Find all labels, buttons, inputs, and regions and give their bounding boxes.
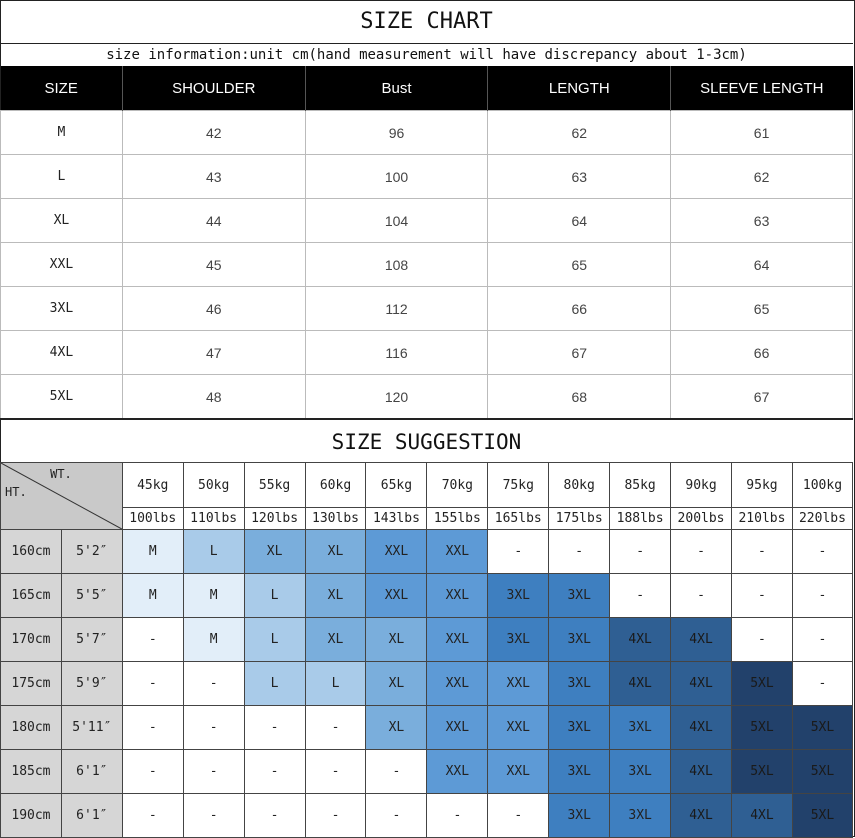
weight-kg-header: 80kg bbox=[549, 463, 610, 508]
cell-bust: 112 bbox=[305, 287, 488, 331]
suggested-size-cell: - bbox=[671, 530, 732, 574]
suggested-size-cell: 3XL bbox=[549, 750, 610, 794]
height-row bbox=[1, 530, 853, 574]
size-chart-row bbox=[1, 243, 853, 287]
weight-kg-header: 85kg bbox=[610, 463, 671, 508]
suggested-size-cell: XXL bbox=[488, 662, 549, 706]
height-cm-label: 190cm bbox=[1, 794, 62, 838]
weight-kg-header: 55kg bbox=[244, 463, 305, 508]
size-chart-row bbox=[1, 111, 853, 155]
suggested-size-cell: - bbox=[183, 706, 244, 750]
suggested-size-cell: 3XL bbox=[549, 794, 610, 838]
height-cm-label: 170cm bbox=[1, 618, 62, 662]
suggested-size-cell: XXL bbox=[366, 574, 427, 618]
suggested-size-cell: 3XL bbox=[610, 750, 671, 794]
suggested-size-cell: - bbox=[488, 794, 549, 838]
column-header-bust: Bust bbox=[305, 66, 488, 111]
suggested-size-cell: 3XL bbox=[610, 706, 671, 750]
cell-length: 67 bbox=[488, 331, 671, 375]
size-chart-title: SIZE CHART bbox=[0, 0, 853, 44]
cell-shoulder: 43 bbox=[122, 155, 305, 199]
weight-lbs-header: 188lbs bbox=[610, 508, 671, 530]
weight-kg-header: 65kg bbox=[366, 463, 427, 508]
cell-size: M bbox=[1, 111, 123, 155]
suggested-size-cell: 3XL bbox=[549, 662, 610, 706]
suggested-size-cell: - bbox=[732, 530, 793, 574]
suggested-size-cell: 4XL bbox=[732, 794, 793, 838]
suggested-size-cell: XL bbox=[305, 618, 366, 662]
suggested-size-cell: - bbox=[610, 530, 671, 574]
cell-sleeve-length: 64 bbox=[671, 243, 853, 287]
suggested-size-cell: - bbox=[366, 794, 427, 838]
cell-sleeve-length: 62 bbox=[671, 155, 853, 199]
cell-sleeve-length: 66 bbox=[671, 331, 853, 375]
column-header-sleeve-length: SLEEVE LENGTH bbox=[671, 66, 853, 111]
cell-sleeve-length: 61 bbox=[671, 111, 853, 155]
suggested-size-cell: - bbox=[122, 750, 183, 794]
suggested-size-cell: 5XL bbox=[732, 706, 793, 750]
suggested-size-cell: - bbox=[122, 662, 183, 706]
suggested-size-cell: - bbox=[122, 794, 183, 838]
weight-axis-label: WT. bbox=[50, 467, 72, 481]
suggested-size-cell: L bbox=[244, 574, 305, 618]
suggested-size-cell: - bbox=[244, 750, 305, 794]
size-chart-row bbox=[1, 331, 853, 375]
cell-shoulder: 44 bbox=[122, 199, 305, 243]
cell-length: 62 bbox=[488, 111, 671, 155]
cell-length: 64 bbox=[488, 199, 671, 243]
suggested-size-cell: - bbox=[488, 530, 549, 574]
suggested-size-cell: 3XL bbox=[488, 618, 549, 662]
weight-lbs-header: 100lbs bbox=[122, 508, 183, 530]
suggested-size-cell: 5XL bbox=[732, 662, 793, 706]
suggested-size-cell: M bbox=[122, 530, 183, 574]
suggested-size-cell: XL bbox=[366, 662, 427, 706]
height-ft-label: 5'11″ bbox=[61, 706, 122, 750]
weight-lbs-header: 143lbs bbox=[366, 508, 427, 530]
weight-kg-header: 100kg bbox=[792, 463, 852, 508]
height-ft-label: 5'5″ bbox=[61, 574, 122, 618]
suggested-size-cell: - bbox=[122, 618, 183, 662]
cell-shoulder: 48 bbox=[122, 375, 305, 419]
suggested-size-cell: - bbox=[366, 750, 427, 794]
suggested-size-cell: 5XL bbox=[792, 750, 852, 794]
weight-lbs-header: 110lbs bbox=[183, 508, 244, 530]
size-chart-table bbox=[0, 66, 853, 419]
suggested-size-cell: - bbox=[610, 574, 671, 618]
cell-size: XL bbox=[1, 199, 123, 243]
suggested-size-cell: - bbox=[305, 706, 366, 750]
suggested-size-cell: 3XL bbox=[488, 574, 549, 618]
suggested-size-cell: - bbox=[244, 794, 305, 838]
height-row bbox=[1, 706, 853, 750]
cell-size: 5XL bbox=[1, 375, 123, 419]
suggested-size-cell: - bbox=[244, 706, 305, 750]
cell-bust: 116 bbox=[305, 331, 488, 375]
column-header-size: SIZE bbox=[1, 66, 123, 111]
suggested-size-cell: - bbox=[792, 662, 852, 706]
suggested-size-cell: XXL bbox=[427, 574, 488, 618]
height-ft-label: 6'1″ bbox=[61, 750, 122, 794]
cell-length: 66 bbox=[488, 287, 671, 331]
suggested-size-cell: 5XL bbox=[792, 706, 852, 750]
suggested-size-cell: XXL bbox=[427, 618, 488, 662]
weight-kg-header: 95kg bbox=[732, 463, 793, 508]
cell-size: 3XL bbox=[1, 287, 123, 331]
weight-height-corner bbox=[1, 463, 123, 530]
suggested-size-cell: XXL bbox=[427, 750, 488, 794]
weight-kg-header: 50kg bbox=[183, 463, 244, 508]
suggested-size-cell: - bbox=[792, 618, 852, 662]
height-ft-label: 5'7″ bbox=[61, 618, 122, 662]
cell-bust: 104 bbox=[305, 199, 488, 243]
weight-lbs-header: 175lbs bbox=[549, 508, 610, 530]
cell-shoulder: 47 bbox=[122, 331, 305, 375]
suggested-size-cell: 3XL bbox=[610, 794, 671, 838]
suggested-size-cell: 4XL bbox=[610, 618, 671, 662]
cell-bust: 96 bbox=[305, 111, 488, 155]
suggested-size-cell: 3XL bbox=[549, 618, 610, 662]
suggested-size-cell: L bbox=[244, 618, 305, 662]
suggested-size-cell: - bbox=[671, 574, 732, 618]
weight-lbs-header: 200lbs bbox=[671, 508, 732, 530]
suggested-size-cell: 5XL bbox=[792, 794, 852, 838]
suggested-size-cell: XXL bbox=[488, 706, 549, 750]
height-cm-label: 185cm bbox=[1, 750, 62, 794]
weight-kg-row bbox=[1, 463, 853, 508]
weight-lbs-header: 210lbs bbox=[732, 508, 793, 530]
height-ft-label: 5'2″ bbox=[61, 530, 122, 574]
weight-kg-header: 90kg bbox=[671, 463, 732, 508]
suggested-size-cell: - bbox=[183, 794, 244, 838]
cell-size: L bbox=[1, 155, 123, 199]
suggested-size-cell: XL bbox=[366, 706, 427, 750]
size-info-note: size information:unit cm(hand measurement will have discrepancy about 1-3cm) bbox=[0, 44, 853, 67]
suggested-size-cell: XL bbox=[305, 574, 366, 618]
suggested-size-cell: L bbox=[183, 530, 244, 574]
suggested-size-cell: XXL bbox=[488, 750, 549, 794]
height-cm-label: 165cm bbox=[1, 574, 62, 618]
suggested-size-cell: XL bbox=[366, 618, 427, 662]
suggested-size-cell: - bbox=[305, 750, 366, 794]
weight-lbs-header: 130lbs bbox=[305, 508, 366, 530]
suggested-size-cell: - bbox=[549, 530, 610, 574]
height-row bbox=[1, 618, 853, 662]
cell-shoulder: 46 bbox=[122, 287, 305, 331]
cell-shoulder: 45 bbox=[122, 243, 305, 287]
suggested-size-cell: M bbox=[183, 574, 244, 618]
suggested-size-cell: M bbox=[122, 574, 183, 618]
suggested-size-cell: 4XL bbox=[671, 706, 732, 750]
weight-lbs-header: 165lbs bbox=[488, 508, 549, 530]
column-header-length: LENGTH bbox=[488, 66, 671, 111]
suggested-size-cell: 4XL bbox=[671, 794, 732, 838]
suggested-size-cell: 4XL bbox=[610, 662, 671, 706]
cell-length: 68 bbox=[488, 375, 671, 419]
suggested-size-cell: M bbox=[183, 618, 244, 662]
size-chart-row bbox=[1, 287, 853, 331]
height-ft-label: 6'1″ bbox=[61, 794, 122, 838]
suggested-size-cell: XXL bbox=[427, 530, 488, 574]
suggested-size-cell: 3XL bbox=[549, 706, 610, 750]
suggested-size-cell: XL bbox=[244, 530, 305, 574]
cell-shoulder: 42 bbox=[122, 111, 305, 155]
suggested-size-cell: - bbox=[792, 574, 852, 618]
suggested-size-cell: - bbox=[183, 662, 244, 706]
cell-size: 4XL bbox=[1, 331, 123, 375]
suggested-size-cell: XXL bbox=[427, 706, 488, 750]
height-row bbox=[1, 794, 853, 838]
size-chart-row bbox=[1, 375, 853, 419]
suggested-size-cell: XXL bbox=[366, 530, 427, 574]
suggested-size-cell: 3XL bbox=[549, 574, 610, 618]
cell-length: 63 bbox=[488, 155, 671, 199]
cell-bust: 120 bbox=[305, 375, 488, 419]
suggested-size-cell: L bbox=[305, 662, 366, 706]
column-header-shoulder: SHOULDER bbox=[122, 66, 305, 111]
height-cm-label: 160cm bbox=[1, 530, 62, 574]
weight-lbs-header: 120lbs bbox=[244, 508, 305, 530]
cell-bust: 100 bbox=[305, 155, 488, 199]
suggested-size-cell: - bbox=[792, 530, 852, 574]
cell-bust: 108 bbox=[305, 243, 488, 287]
height-ft-label: 5'9″ bbox=[61, 662, 122, 706]
suggested-size-cell: L bbox=[244, 662, 305, 706]
suggested-size-cell: - bbox=[427, 794, 488, 838]
weight-lbs-header: 220lbs bbox=[792, 508, 852, 530]
suggested-size-cell: 4XL bbox=[671, 618, 732, 662]
suggested-size-cell: - bbox=[732, 618, 793, 662]
cell-sleeve-length: 67 bbox=[671, 375, 853, 419]
suggested-size-cell: XL bbox=[305, 530, 366, 574]
suggested-size-cell: - bbox=[732, 574, 793, 618]
size-suggestion-title: SIZE SUGGESTION bbox=[0, 418, 853, 465]
size-chart-row bbox=[1, 199, 853, 243]
cell-size: XXL bbox=[1, 243, 123, 287]
weight-kg-header: 75kg bbox=[488, 463, 549, 508]
height-cm-label: 180cm bbox=[1, 706, 62, 750]
size-chart-row bbox=[1, 155, 853, 199]
height-axis-label: HT. bbox=[5, 485, 27, 499]
weight-lbs-header: 155lbs bbox=[427, 508, 488, 530]
suggested-size-cell: 4XL bbox=[671, 750, 732, 794]
suggested-size-cell: - bbox=[122, 706, 183, 750]
suggested-size-cell: - bbox=[183, 750, 244, 794]
suggested-size-cell: 5XL bbox=[732, 750, 793, 794]
weight-kg-header: 45kg bbox=[122, 463, 183, 508]
size-suggestion-table bbox=[0, 462, 853, 838]
weight-kg-header: 70kg bbox=[427, 463, 488, 508]
suggested-size-cell: - bbox=[305, 794, 366, 838]
cell-sleeve-length: 63 bbox=[671, 199, 853, 243]
weight-kg-header: 60kg bbox=[305, 463, 366, 508]
suggested-size-cell: XXL bbox=[427, 662, 488, 706]
cell-sleeve-length: 65 bbox=[671, 287, 853, 331]
height-row bbox=[1, 662, 853, 706]
height-row bbox=[1, 750, 853, 794]
size-chart-header-row bbox=[1, 66, 853, 111]
suggested-size-cell: 4XL bbox=[671, 662, 732, 706]
cell-length: 65 bbox=[488, 243, 671, 287]
height-row bbox=[1, 574, 853, 618]
weight-lbs-row bbox=[1, 508, 853, 530]
height-cm-label: 175cm bbox=[1, 662, 62, 706]
